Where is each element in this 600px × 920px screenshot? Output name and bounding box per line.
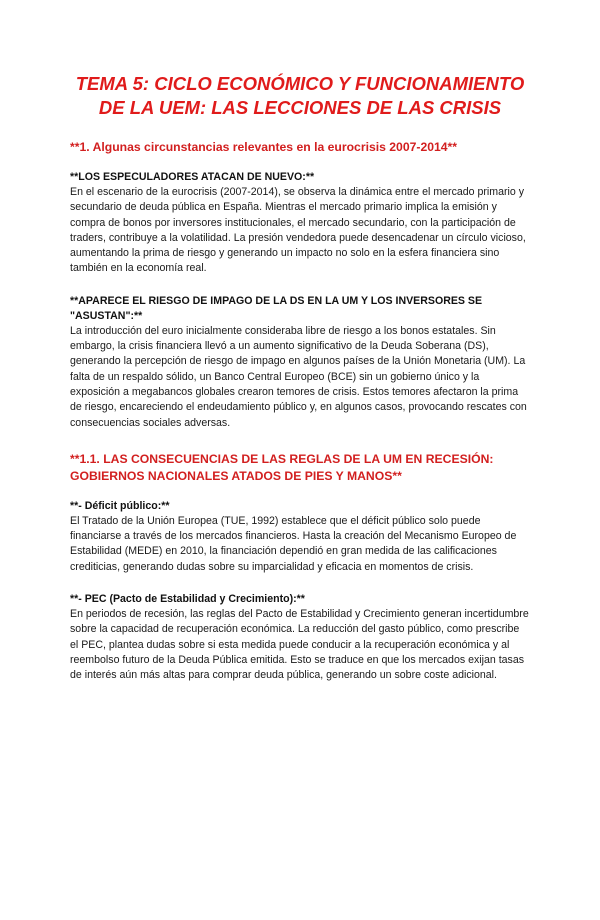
page-title: TEMA 5: CICLO ECONÓMICO Y FUNCIONAMIENTO DE LA UEM: LAS LECCIONES DE LAS CRISIS [75, 73, 525, 118]
subheading-riesgo-impago: **APARECE EL RIESGO DE IMPAGO DE LA DS EN LA UM Y LOS INVERSORES SE "ASUSTAN":** [70, 294, 483, 322]
paragraph-deficit [70, 499, 530, 575]
paragraph-riesgo-impago [70, 294, 530, 431]
section-heading-1-1: **1.1. LAS CONSECUENCIAS DE LAS REGLAS DE LA UM EN RECESIÓN: GOBIERNOS NACIONALES ATADOS DE PIES Y MANOS** [70, 451, 494, 483]
subheading-pec: **- PEC (Pacto de Estabilidad y Crecimiento):** [70, 593, 305, 606]
body-text-pec: En periodos de recesión, las reglas del Pacto de Estabilidad y Crecimiento generan incertidumbre sobre la capacidad de recuperación económica. La reducción del gasto público, como prescribe el PEC, plantea dudas sobre si esta medida puede conducir a la recuperación económica y al reembolso futuro de la Deuda Pública emitida. Esto se traduce en que los mercados exijan tasas de interés aún más altas para comprar deuda pública, generando un sobre coste adicional. [70, 608, 529, 682]
document-page [0, 72, 600, 920]
body-text-especuladores: En el escenario de la eurocrisis (2007-2014), se observa la dinámica entre el mercado primario y secundario de deuda pública en España. Mientras el mercado primario implica la emisión y compra de bonos por inversores institucionales, el mercado secundario, con la participación de traders, contribuye a la volatilidad. La presión vendedora puede desencadenar un círculo vicioso, aumentando la prima de riesgo y generando un impacto no solo en la esfera financiera sino también en la economía real. [70, 186, 526, 275]
body-text-riesgo-impago: La introducción del euro inicialmente consideraba libre de riesgo a los bonos estatales. Sin embargo, la crisis financiera llevó a un aumento significativo de la Deuda Soberana (DS), generando la percepción de riesgo de impago en algunos países de la Unión Monetaria (UM). La falta de un respaldo sólido, un Banco Central Europeo (BCE) sin un gobierno único y la exposición a megabancos globales crearon temores de crisis. Estos temores afectaron la prima de riesgo, encareciendo el endeudamiento público y, en algunos casos, provocando rescates con consecuencias sociales adversas. [70, 324, 527, 429]
subheading-deficit: **- Déficit público:** [70, 499, 170, 512]
body-text-deficit: El Tratado de la Unión Europea (TUE, 1992) establece que el déficit público solo puede financiarse a través de los mercados financieros. Hasta la creación del Mecanismo Europeo de Estabilidad (MEDE) en 2010, la financiación dependió en gran medida de las calificaciones crediticias, generando dudas sobre su imparcialidad y eficacia en momentos de crisis. [70, 514, 517, 573]
paragraph-pec [70, 592, 530, 683]
paragraph-especuladores [70, 170, 530, 277]
section-heading-1: **1. Algunas circunstancias relevantes en la eurocrisis 2007-2014** [70, 140, 458, 154]
subheading-especuladores: **LOS ESPECULADORES ATACAN DE NUEVO:** [70, 171, 315, 183]
